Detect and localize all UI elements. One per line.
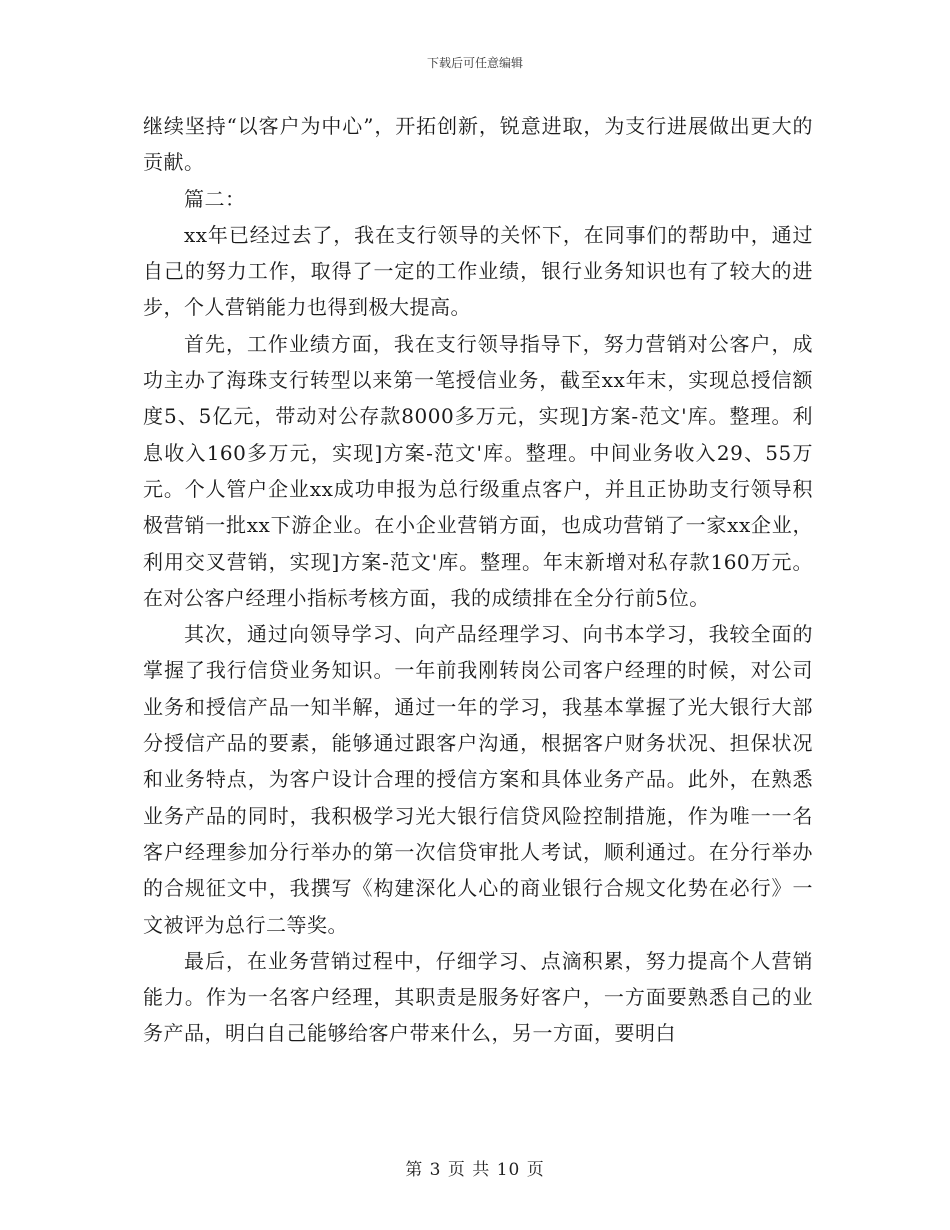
page-number: 第 3 页 共 10 页: [405, 1160, 545, 1180]
paragraph: xx年已经过去了，我在支行领导的关怀下，在同事们的帮助中，通过自己的努力工作，取得了一定的工作业绩，银行业务知识也有了较大的进步，个人营销能力也得到极大提高。: [143, 222, 813, 320]
paragraph: 其次，通过向领导学习、向产品经理学习、向书本学习，我较全面的掌握了我行信贷业务知识。一年前我刚转岗公司客户经理的时候，对公司业务和授信产品一知半解，通过一年的学习，我基本掌握了光大银行大部分授信产品的要素，能够通过跟客户沟通，根据客户财务状况、担保状况和业务特点，为客户设计合理的授信方案和具体业务产品。此外，在熟悉业务产品的同时，我积极学习光大银行信贷风险控制措施，作为唯一一名客户经理参加分行举办的第一次信贷审批人考试，顺利通过。在分行举办的合规征文中，我撰写《构建深化人心的商业银行合规文化势在必行》一文被评为总行二等奖。: [143, 622, 813, 937]
paragraph: 继续坚持“以客户为中心”，开拓创新，锐意进取，为支行进展做出更大的贡献。: [143, 114, 813, 175]
section-heading: 篇二：: [184, 186, 246, 211]
document-body: [143, 108, 813, 1052]
paragraph: 首先，工作业绩方面，我在支行领导指导下，努力营销对公客户，成功主办了海珠支行转型以来第一笔授信业务，截至xx年末，实现总授信额度5、5亿元，带动对公存款8000多万元，实现]方案-范文'库。整理。利息收入160多万元，实现]方案-范文'库。整理。中间业务收入29、55万元。个人管户企业xx成功申报为总行级重点客户，并且正协助支行领导积极营销一批xx下游企业。在小企业营销方面，也成功营销了一家xx企业，利用交叉营销，实现]方案-范文'库。整理。年末新增对私存款160万元。在对公客户经理小指标考核方面，我的成绩排在全分行前5位。: [143, 331, 813, 610]
page-header: 下载后可任意编辑: [426, 56, 523, 70]
paragraph: 最后，在业务营销过程中，仔细学习、点滴积累，努力提高个人营销能力。作为一名客户经理，其职责是服务好客户，一方面要熟悉自己的业务产品，明白自己能够给客户带来什么，另一方面，要明白: [143, 948, 813, 1046]
